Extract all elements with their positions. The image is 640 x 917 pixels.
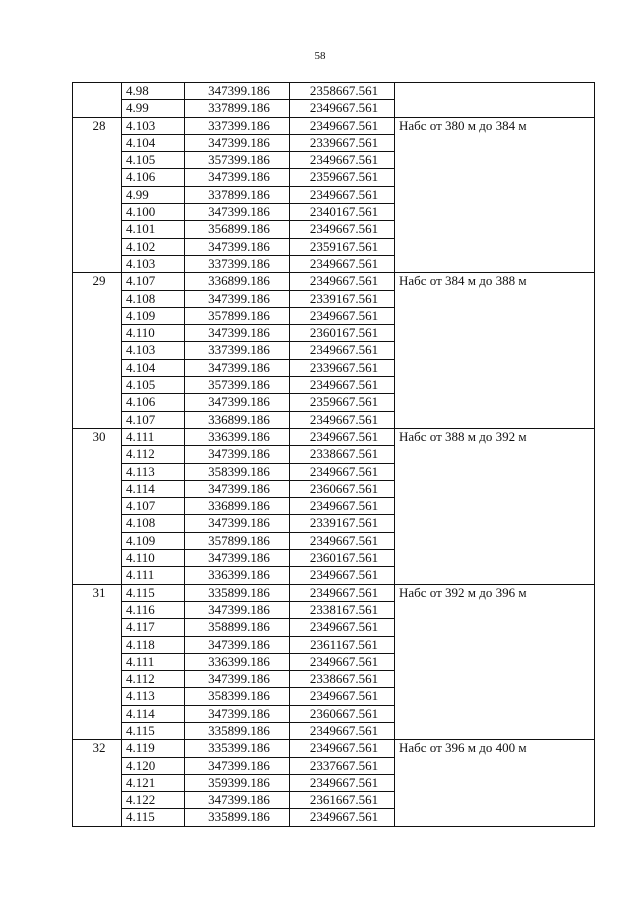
x-coordinate-cell: 347399.186 <box>185 325 290 342</box>
group-number-cell: 28 <box>73 117 122 273</box>
point-id-cell: 4.114 <box>122 705 185 722</box>
y-coordinate-cell: 2349667.561 <box>290 117 395 134</box>
y-coordinate-cell: 2361167.561 <box>290 636 395 653</box>
y-coordinate-cell: 2349667.561 <box>290 186 395 203</box>
x-coordinate-cell: 347399.186 <box>185 83 290 100</box>
x-coordinate-cell: 347399.186 <box>185 446 290 463</box>
point-id-cell: 4.119 <box>122 740 185 757</box>
y-coordinate-cell: 2337667.561 <box>290 757 395 774</box>
description-cell: Набс от 380 м до 384 м <box>395 117 595 273</box>
group-number-cell: 31 <box>73 584 122 740</box>
table-row <box>73 83 595 100</box>
x-coordinate-cell: 347399.186 <box>185 134 290 151</box>
group-number-cell: 32 <box>73 740 122 826</box>
y-coordinate-cell: 2360667.561 <box>290 480 395 497</box>
x-coordinate-cell: 347399.186 <box>185 238 290 255</box>
y-coordinate-cell: 2349667.561 <box>290 411 395 428</box>
point-id-cell: 4.110 <box>122 550 185 567</box>
point-id-cell: 4.100 <box>122 204 185 221</box>
coordinates-table-body <box>73 83 595 827</box>
x-coordinate-cell: 335899.186 <box>185 584 290 601</box>
y-coordinate-cell: 2349667.561 <box>290 653 395 670</box>
description-cell: Набс от 392 м до 396 м <box>395 584 595 740</box>
x-coordinate-cell: 336399.186 <box>185 428 290 445</box>
x-coordinate-cell: 357899.186 <box>185 532 290 549</box>
x-coordinate-cell: 337899.186 <box>185 100 290 117</box>
x-coordinate-cell: 358399.186 <box>185 463 290 480</box>
x-coordinate-cell: 357399.186 <box>185 152 290 169</box>
description-cell: Набс от 388 м до 392 м <box>395 428 595 584</box>
point-id-cell: 4.110 <box>122 325 185 342</box>
x-coordinate-cell: 337399.186 <box>185 255 290 272</box>
y-coordinate-cell: 2349667.561 <box>290 619 395 636</box>
y-coordinate-cell: 2349667.561 <box>290 100 395 117</box>
point-id-cell: 4.108 <box>122 290 185 307</box>
y-coordinate-cell: 2349667.561 <box>290 567 395 584</box>
table-row <box>73 428 595 445</box>
x-coordinate-cell: 356899.186 <box>185 221 290 238</box>
y-coordinate-cell: 2349667.561 <box>290 809 395 826</box>
y-coordinate-cell: 2339667.561 <box>290 134 395 151</box>
group-number-cell: 29 <box>73 273 122 429</box>
y-coordinate-cell: 2339667.561 <box>290 359 395 376</box>
x-coordinate-cell: 347399.186 <box>185 359 290 376</box>
y-coordinate-cell: 2338667.561 <box>290 671 395 688</box>
x-coordinate-cell: 347399.186 <box>185 601 290 618</box>
x-coordinate-cell: 347399.186 <box>185 480 290 497</box>
point-id-cell: 4.104 <box>122 134 185 151</box>
point-id-cell: 4.101 <box>122 221 185 238</box>
x-coordinate-cell: 337899.186 <box>185 186 290 203</box>
x-coordinate-cell: 347399.186 <box>185 671 290 688</box>
point-id-cell: 4.115 <box>122 809 185 826</box>
y-coordinate-cell: 2360167.561 <box>290 550 395 567</box>
x-coordinate-cell: 336899.186 <box>185 498 290 515</box>
x-coordinate-cell: 335399.186 <box>185 740 290 757</box>
y-coordinate-cell: 2338167.561 <box>290 601 395 618</box>
y-coordinate-cell: 2360667.561 <box>290 705 395 722</box>
point-id-cell: 4.102 <box>122 238 185 255</box>
y-coordinate-cell: 2359667.561 <box>290 169 395 186</box>
point-id-cell: 4.107 <box>122 411 185 428</box>
point-id-cell: 4.112 <box>122 671 185 688</box>
y-coordinate-cell: 2358667.561 <box>290 83 395 100</box>
point-id-cell: 4.115 <box>122 584 185 601</box>
x-coordinate-cell: 347399.186 <box>185 705 290 722</box>
point-id-cell: 4.122 <box>122 792 185 809</box>
x-coordinate-cell: 336399.186 <box>185 653 290 670</box>
x-coordinate-cell: 336899.186 <box>185 411 290 428</box>
x-coordinate-cell: 359399.186 <box>185 774 290 791</box>
x-coordinate-cell: 337399.186 <box>185 117 290 134</box>
x-coordinate-cell: 335899.186 <box>185 722 290 739</box>
x-coordinate-cell: 347399.186 <box>185 204 290 221</box>
point-id-cell: 4.103 <box>122 342 185 359</box>
point-id-cell: 4.120 <box>122 757 185 774</box>
y-coordinate-cell: 2349667.561 <box>290 342 395 359</box>
description-cell: Набс от 384 м до 388 м <box>395 273 595 429</box>
y-coordinate-cell: 2361667.561 <box>290 792 395 809</box>
point-id-cell: 4.117 <box>122 619 185 636</box>
y-coordinate-cell: 2349667.561 <box>290 221 395 238</box>
point-id-cell: 4.107 <box>122 273 185 290</box>
x-coordinate-cell: 347399.186 <box>185 792 290 809</box>
y-coordinate-cell: 2349667.561 <box>290 428 395 445</box>
y-coordinate-cell: 2349667.561 <box>290 498 395 515</box>
x-coordinate-cell: 358399.186 <box>185 688 290 705</box>
point-id-cell: 4.98 <box>122 83 185 100</box>
x-coordinate-cell: 347399.186 <box>185 757 290 774</box>
point-id-cell: 4.109 <box>122 532 185 549</box>
point-id-cell: 4.109 <box>122 307 185 324</box>
y-coordinate-cell: 2360167.561 <box>290 325 395 342</box>
y-coordinate-cell: 2349667.561 <box>290 273 395 290</box>
y-coordinate-cell: 2339167.561 <box>290 290 395 307</box>
point-id-cell: 4.99 <box>122 186 185 203</box>
y-coordinate-cell: 2340167.561 <box>290 204 395 221</box>
point-id-cell: 4.99 <box>122 100 185 117</box>
x-coordinate-cell: 337399.186 <box>185 342 290 359</box>
y-coordinate-cell: 2349667.561 <box>290 740 395 757</box>
y-coordinate-cell: 2349667.561 <box>290 774 395 791</box>
table-row <box>73 740 595 757</box>
point-id-cell: 4.113 <box>122 688 185 705</box>
y-coordinate-cell: 2349667.561 <box>290 688 395 705</box>
x-coordinate-cell: 336899.186 <box>185 273 290 290</box>
point-id-cell: 4.105 <box>122 377 185 394</box>
table-row <box>73 584 595 601</box>
x-coordinate-cell: 358899.186 <box>185 619 290 636</box>
y-coordinate-cell: 2338667.561 <box>290 446 395 463</box>
description-cell <box>395 83 595 118</box>
x-coordinate-cell: 347399.186 <box>185 169 290 186</box>
y-coordinate-cell: 2349667.561 <box>290 255 395 272</box>
description-cell: Набс от 396 м до 400 м <box>395 740 595 826</box>
x-coordinate-cell: 347399.186 <box>185 515 290 532</box>
group-number-cell: 30 <box>73 428 122 584</box>
point-id-cell: 4.106 <box>122 169 185 186</box>
point-id-cell: 4.103 <box>122 117 185 134</box>
x-coordinate-cell: 335899.186 <box>185 809 290 826</box>
y-coordinate-cell: 2349667.561 <box>290 377 395 394</box>
coordinates-table <box>72 82 595 827</box>
x-coordinate-cell: 357399.186 <box>185 377 290 394</box>
x-coordinate-cell: 347399.186 <box>185 394 290 411</box>
group-number-cell <box>73 83 122 118</box>
point-id-cell: 4.111 <box>122 428 185 445</box>
table-row <box>73 117 595 134</box>
point-id-cell: 4.112 <box>122 446 185 463</box>
point-id-cell: 4.106 <box>122 394 185 411</box>
point-id-cell: 4.111 <box>122 567 185 584</box>
y-coordinate-cell: 2349667.561 <box>290 463 395 480</box>
y-coordinate-cell: 2359667.561 <box>290 394 395 411</box>
x-coordinate-cell: 347399.186 <box>185 290 290 307</box>
y-coordinate-cell: 2339167.561 <box>290 515 395 532</box>
x-coordinate-cell: 347399.186 <box>185 550 290 567</box>
page-number: 58 <box>314 50 326 62</box>
point-id-cell: 4.108 <box>122 515 185 532</box>
point-id-cell: 4.105 <box>122 152 185 169</box>
x-coordinate-cell: 357899.186 <box>185 307 290 324</box>
table-row <box>73 273 595 290</box>
point-id-cell: 4.114 <box>122 480 185 497</box>
point-id-cell: 4.111 <box>122 653 185 670</box>
y-coordinate-cell: 2349667.561 <box>290 584 395 601</box>
y-coordinate-cell: 2349667.561 <box>290 532 395 549</box>
point-id-cell: 4.107 <box>122 498 185 515</box>
point-id-cell: 4.116 <box>122 601 185 618</box>
y-coordinate-cell: 2349667.561 <box>290 307 395 324</box>
y-coordinate-cell: 2349667.561 <box>290 722 395 739</box>
point-id-cell: 4.121 <box>122 774 185 791</box>
point-id-cell: 4.113 <box>122 463 185 480</box>
y-coordinate-cell: 2359167.561 <box>290 238 395 255</box>
x-coordinate-cell: 336399.186 <box>185 567 290 584</box>
point-id-cell: 4.118 <box>122 636 185 653</box>
y-coordinate-cell: 2349667.561 <box>290 152 395 169</box>
point-id-cell: 4.103 <box>122 255 185 272</box>
x-coordinate-cell: 347399.186 <box>185 636 290 653</box>
point-id-cell: 4.115 <box>122 722 185 739</box>
point-id-cell: 4.104 <box>122 359 185 376</box>
